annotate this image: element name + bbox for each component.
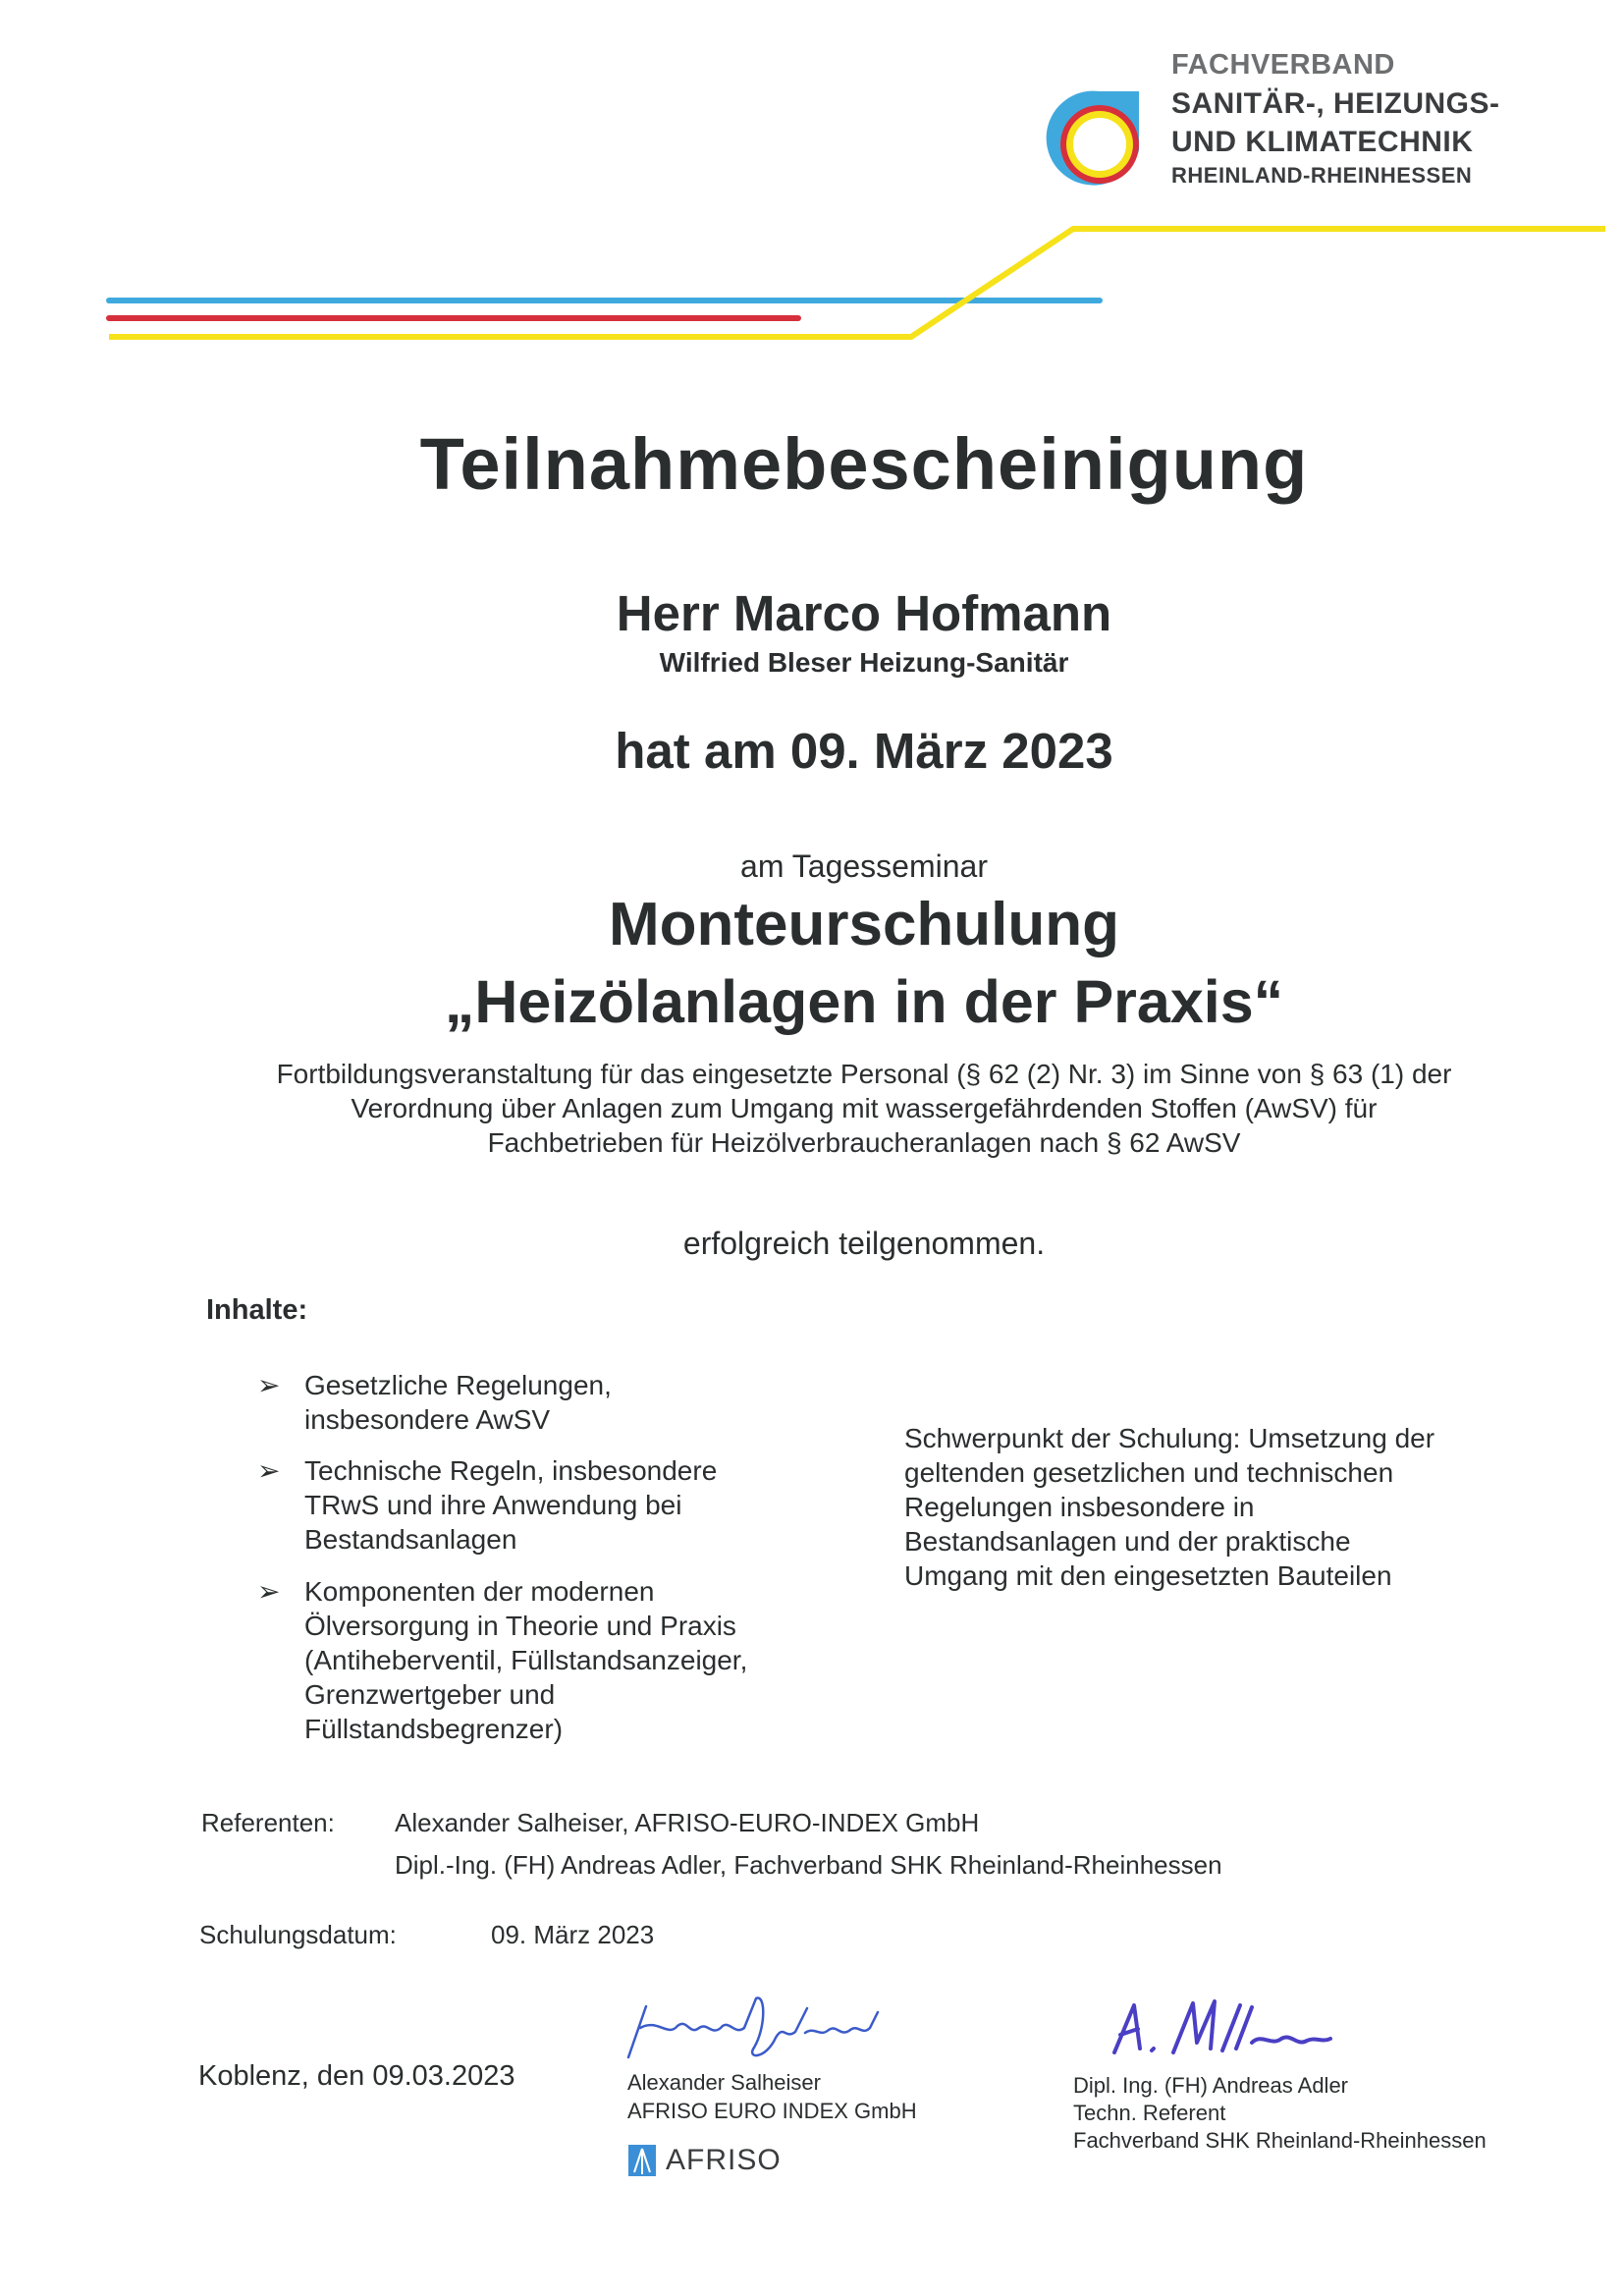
training-date-value: 09. März 2023 (491, 1920, 655, 1949)
certificate-title: Teilnahmebescheinigung (419, 423, 1309, 505)
afriso-logo-text: AFRISO (666, 2144, 782, 2176)
logo-line-4: RHEINLAND-RHEINHESSEN (1171, 163, 1473, 188)
signatory-1-company: AFRISO EURO INDEX GmbH (627, 2099, 917, 2123)
seminar-intro: am Tagesseminar (740, 848, 988, 884)
signatory-1-name: Alexander Salheiser (627, 2070, 821, 2095)
place-and-date: Koblenz, den 09.03.2023 (198, 2060, 515, 2092)
arrow-bullet-icon: ➢ (257, 1370, 281, 1400)
signatory-2-name: Dipl. Ing. (FH) Andreas Adler (1073, 2073, 1349, 2098)
focus-line: geltenden gesetzlichen und technischen (904, 1457, 1394, 1488)
signature-adler (1105, 1994, 1340, 2062)
training-date-label: Schulungsdatum: (199, 1920, 397, 1949)
item-line: Gesetzliche Regelungen, (304, 1370, 612, 1400)
item-line: Füllstandsbegrenzer) (304, 1714, 564, 1744)
description-line: Fortbildungsveranstaltung für das eingesetzte Personal (§ 62 (2) Nr. 3) im Sinne von § 63 (1) der (276, 1059, 1452, 1089)
logo-line-1: FACHVERBAND (1171, 49, 1395, 81)
arrow-bullet-icon: ➢ (257, 1576, 281, 1607)
afriso-logo-icon (628, 2145, 656, 2176)
item-line: Ölversorgung in Theorie und Praxis (304, 1611, 736, 1641)
item-line: Grenzwertgeber und (304, 1679, 556, 1710)
header-stripes (0, 0, 1623, 354)
seminar-subtitle: „Heizölanlagen in der Praxis“ (444, 968, 1284, 1035)
speaker-1: Alexander Salheiser, AFRISO-EURO-INDEX GmbH (395, 1808, 980, 1837)
item-line: (Antiheberventil, Füllstandsanzeiger, (304, 1645, 748, 1675)
afriso-logo (628, 2144, 782, 2177)
focus-line: Umgang mit den eingesetzten Bauteilen (904, 1560, 1392, 1591)
training-focus (904, 1421, 1434, 1593)
speakers-label: Referenten: (201, 1808, 335, 1837)
contents-heading: Inhalte: (206, 1294, 308, 1326)
item-line: Komponenten der modernen (304, 1576, 655, 1607)
item-line: Technische Regeln, insbesondere (304, 1455, 718, 1486)
signatory-2-organization: Fachverband SHK Rheinland-Rheinhessen (1073, 2128, 1487, 2153)
description-line: Fachbetrieben für Heizölverbraucheranlagen nach § 62 AwSV (487, 1127, 1241, 1158)
result-text: erfolgreich teilgenommen. (682, 1226, 1046, 1261)
seminar-description (103, 1057, 1623, 1160)
logo-line-3: UND KLIMATECHNIK (1171, 126, 1474, 158)
speaker-2: Dipl.-Ing. (FH) Andreas Adler, Fachverband SHK Rheinland-Rheinhessen (395, 1850, 1222, 1880)
item-line: Bestandsanlagen (304, 1524, 517, 1555)
focus-line: Schwerpunkt der Schulung: Umsetzung der (904, 1423, 1435, 1453)
focus-line: Bestandsanlagen und der praktische (904, 1526, 1351, 1557)
item-line: TRwS und ihre Anwendung bei (304, 1490, 682, 1520)
seminar-title: Monteurschulung (608, 891, 1120, 958)
signature-salheiser (619, 1989, 893, 2067)
participant-company: Wilfried Bleser Heizung-Sanitär (659, 647, 1069, 678)
signatory-2-role: Techn. Referent (1073, 2101, 1226, 2125)
logo-line-2: SANITÄR-, HEIZUNGS- (1171, 87, 1500, 120)
item-line: insbesondere AwSV (304, 1404, 551, 1435)
arrow-bullet-icon: ➢ (257, 1455, 281, 1486)
participation-date: hat am 09. März 2023 (615, 723, 1113, 779)
focus-line: Regelungen insbesondere in (904, 1492, 1255, 1522)
participant-name: Herr Marco Hofmann (616, 585, 1112, 641)
description-line: Verordnung über Anlagen zum Umgang mit wassergefährdenden Stoffen (AwSV) für (351, 1093, 1378, 1123)
